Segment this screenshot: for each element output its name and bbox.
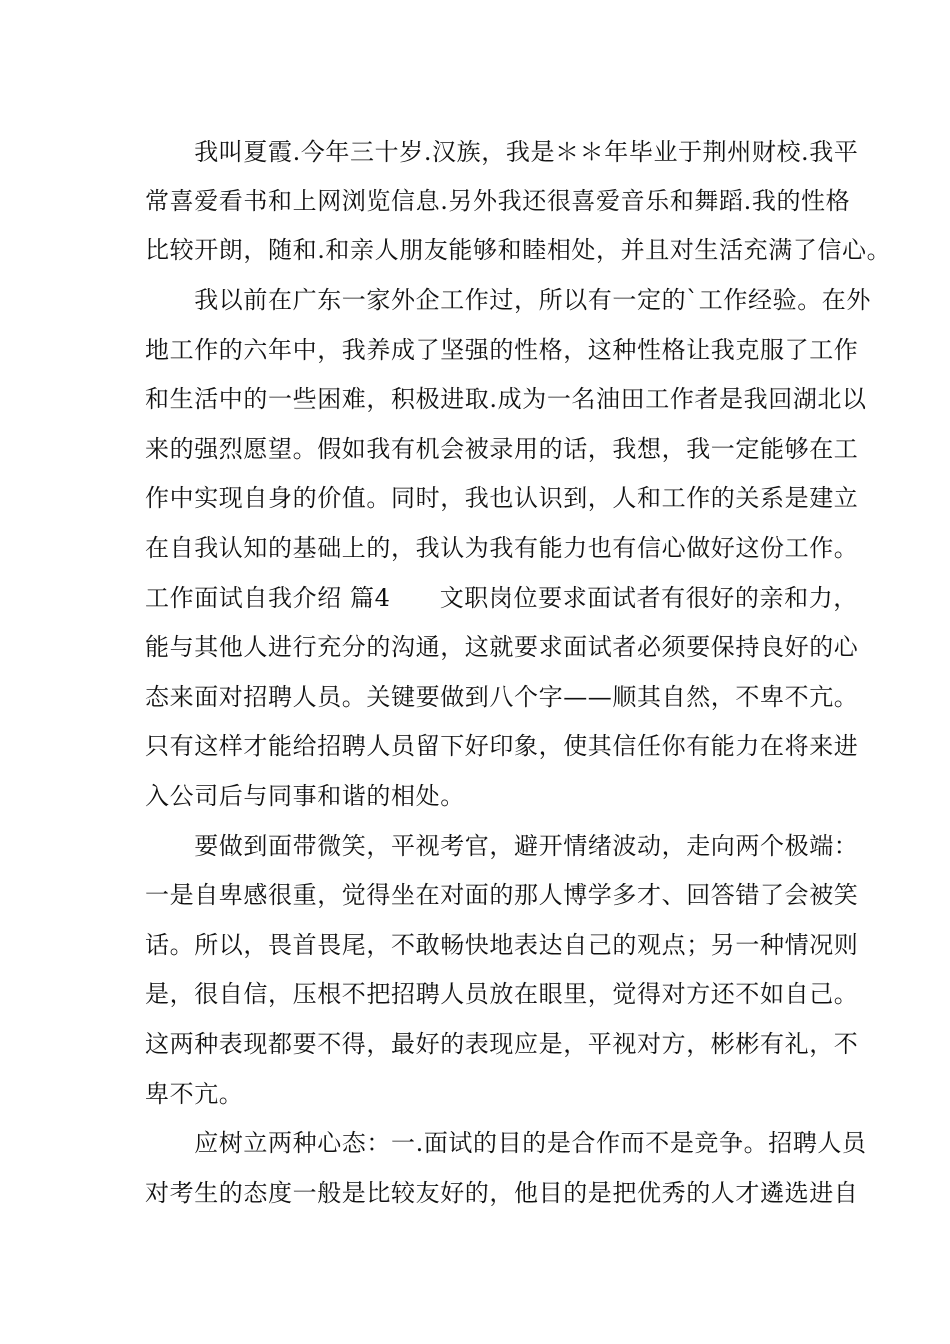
- text-line: 能与其他人进行充分的沟通，这就要求面试者必须要保持良好的心: [145, 633, 859, 661]
- text-line: 这两种表现都要不得，最好的表现应是，平视对方，彬彬有礼，不: [145, 1030, 859, 1058]
- text-line: 卑不亢。: [145, 1080, 244, 1108]
- text-line: 地工作的六年中，我养成了坚强的性格，这种性格让我克服了工作: [145, 336, 859, 364]
- text-line: 和生活中的一些困难，积极进取.成为一名油田工作者是我回湖北以: [145, 385, 867, 413]
- text-line: 常喜爱看书和上网浏览信息.另外我还很喜爱音乐和舞蹈.我的性格: [145, 187, 851, 215]
- text-line: 只有这样才能给招聘人员留下好印象，使其信任你有能力在将来进: [145, 732, 859, 760]
- text-line: 是，很自信，压根不把招聘人员放在眼里，觉得对方还不如自己。: [145, 980, 859, 1008]
- section-heading-line: 工作面试自我介绍 篇4 文职岗位要求面试者有很好的亲和力，: [145, 584, 858, 612]
- text-line: 话。所以，畏首畏尾，不敢畅快地表达自己的观点；另一种情况则: [145, 931, 859, 959]
- text-line: 入公司后与同事和谐的相处。: [145, 782, 465, 810]
- text-line: 来的强烈愿望。假如我有机会被录用的话，我想，我一定能够在工: [145, 435, 859, 463]
- text-line: 一是自卑感很重，觉得坐在对面的那人博学多才、回答错了会被笑: [145, 881, 859, 909]
- text-line: 我叫夏霞.今年三十岁.汉族，我是＊＊年毕业于荆州财校.我平: [145, 138, 859, 166]
- text-line: 在自我认知的基础上的，我认为我有能力也有信心做好这份工作。: [145, 534, 859, 562]
- text-line: 态来面对招聘人员。关键要做到八个字——顺其自然，不卑不亢。: [145, 683, 859, 711]
- text-line: 我以前在广东一家外企工作过，所以有一定的`工作经验。在外: [145, 286, 871, 314]
- text-line: 应树立两种心态：一.面试的目的是合作而不是竞争。招聘人员: [145, 1129, 867, 1157]
- text-line: 对考生的态度一般是比较友好的，他目的是把优秀的人才遴选进自: [145, 1179, 859, 1207]
- text-line: 比较开朗，随和.和亲人朋友能够和睦相处，并且对生活充满了信心。: [145, 236, 892, 264]
- text-line: 作中实现自身的价值。同时，我也认识到，人和工作的关系是建立: [145, 484, 859, 512]
- text-line: 要做到面带微笑，平视考官，避开情绪波动，走向两个极端：: [145, 832, 859, 860]
